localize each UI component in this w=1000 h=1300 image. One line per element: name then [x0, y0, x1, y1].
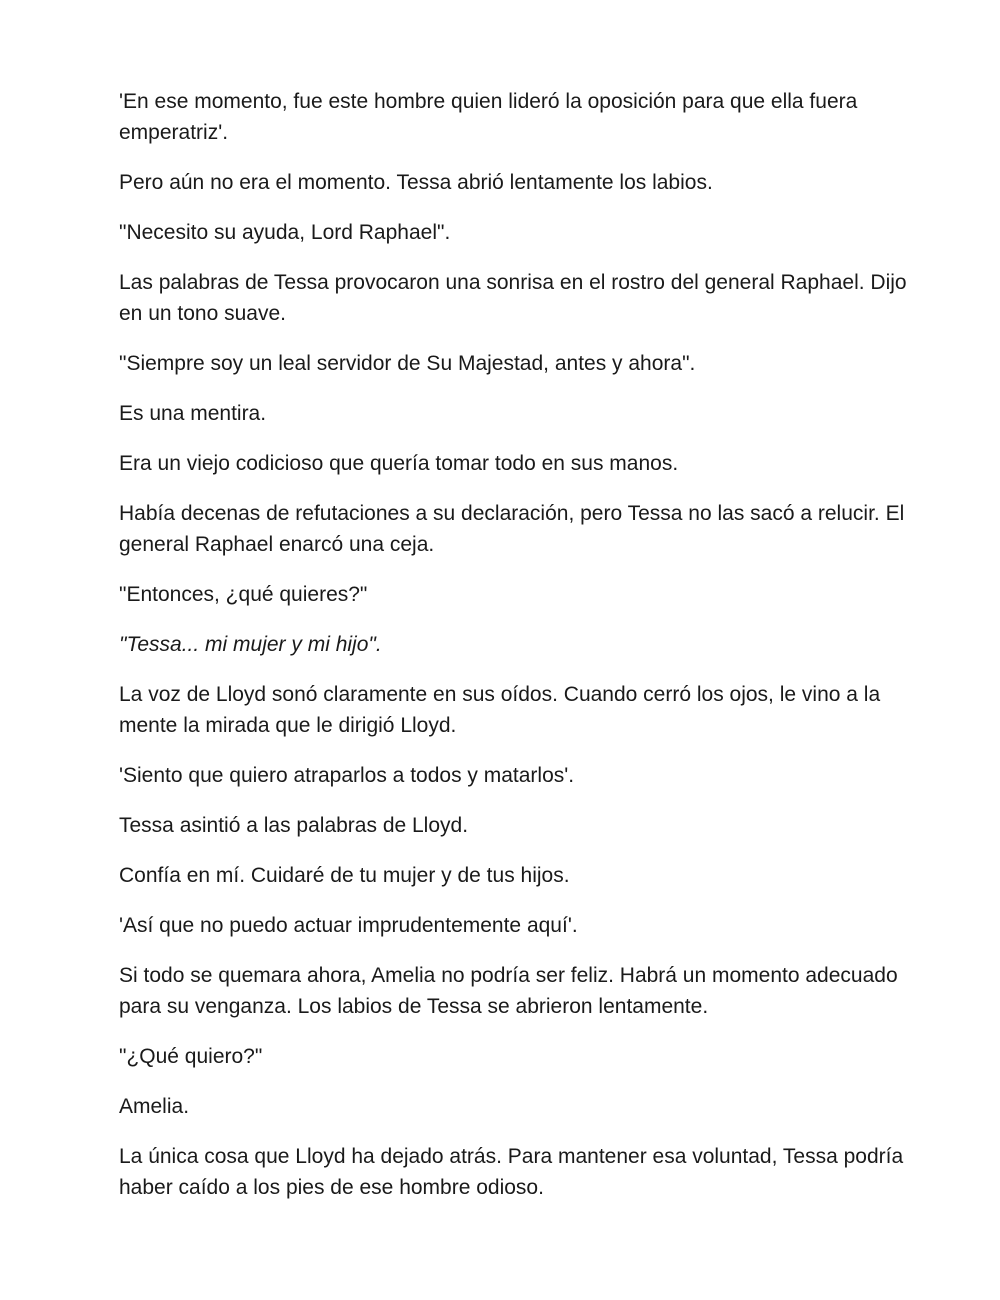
paragraph-1: 'En ese momento, fue este hombre quien lideró la oposición para que ella fuera emperatriz'.: [119, 90, 858, 144]
paragraph-19: La única cosa que Lloyd ha dejado atrás. Para mantener esa voluntad, Tessa podría haber caído a los pies de ese hombre odioso.: [119, 1145, 904, 1199]
paragraph-8: Había decenas de refutaciones a su declaración, pero Tessa no las sacó a relucir. El general Raphael enarcó una ceja.: [119, 502, 905, 556]
paragraph-18: Amelia.: [119, 1095, 190, 1118]
paragraph-3: "Necesito su ayuda, Lord Raphael".: [119, 221, 451, 244]
paragraph-17: "¿Qué quiero?": [119, 1045, 263, 1068]
paragraph-5: "Siempre soy un leal servidor de Su Majestad, antes y ahora".: [119, 352, 696, 375]
paragraph-11: La voz de Lloyd sonó claramente en sus oídos. Cuando cerró los ojos, le vino a la mente la mirada que le dirigió Lloyd.: [119, 683, 881, 737]
paragraph-16: Si todo se quemara ahora, Amelia no podría ser feliz. Habrá un momento adecuado para su venganza. Los labios de Tessa se abrieron lentamente.: [119, 964, 898, 1018]
document-body: [119, 86, 909, 1222]
paragraph-14: Confía en mí. Cuidaré de tu mujer y de tus hijos.: [119, 864, 570, 887]
paragraph-10-italic-quote: "Tessa... mi mujer y mi hijo".: [119, 633, 382, 656]
paragraph-9: "Entonces, ¿qué quieres?": [119, 583, 368, 606]
paragraph-15: 'Así que no puedo actuar imprudentemente aquí'.: [119, 914, 578, 937]
paragraph-2: Pero aún no era el momento. Tessa abrió lentamente los labios.: [119, 171, 713, 194]
paragraph-13: Tessa asintió a las palabras de Lloyd.: [119, 814, 469, 837]
paragraph-6: Es una mentira.: [119, 402, 267, 425]
paragraph-4: Las palabras de Tessa provocaron una sonrisa en el rostro del general Raphael. Dijo en un tono suave.: [119, 271, 907, 325]
paragraph-12: 'Siento que quiero atraparlos a todos y matarlos'.: [119, 764, 575, 787]
paragraph-7: Era un viejo codicioso que quería tomar todo en sus manos.: [119, 452, 679, 475]
